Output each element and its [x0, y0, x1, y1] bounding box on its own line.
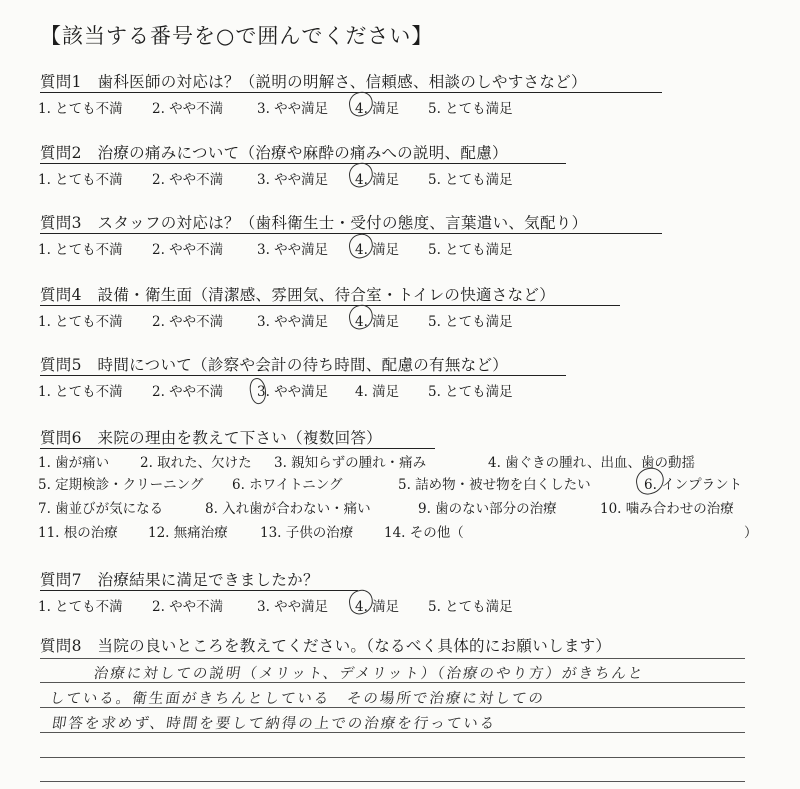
- option-3[interactable]: 3. やや満足: [257, 172, 329, 188]
- answer-line: [40, 658, 745, 659]
- reason-item[interactable]: 3. 親知らずの腫れ・痛み: [274, 455, 427, 471]
- reason-item[interactable]: 7. 歯並びが気になる: [38, 501, 164, 517]
- question-2-title: 質問2 治療の痛みについて（治療や麻酔の痛みへの説明、配慮）: [40, 144, 508, 162]
- form-heading: 【該当する番号を○で囲んでください】: [40, 24, 434, 48]
- option-2[interactable]: 2. やや不満: [152, 599, 224, 615]
- reason-other-close: ）: [744, 525, 758, 541]
- reason-item[interactable]: 11. 根の治療: [38, 525, 118, 541]
- option-4[interactable]: 4. 満足: [355, 599, 400, 615]
- option-4[interactable]: 4. 満足: [355, 314, 400, 330]
- answer-line: [40, 781, 745, 782]
- reason-item[interactable]: 10. 噛み合わせの治療: [600, 501, 734, 517]
- option-1[interactable]: 1. とても不満: [38, 172, 123, 188]
- option-1[interactable]: 1. とても不満: [38, 599, 123, 615]
- handwritten-answer-line-2: している。衛生面がきちんとしている その場所で治療に対しての: [48, 691, 546, 707]
- reason-item[interactable]: 4. 歯ぐきの腫れ、出血、歯の動揺: [488, 455, 695, 471]
- option-5[interactable]: 5. とても満足: [428, 599, 513, 615]
- option-5[interactable]: 5. とても満足: [428, 314, 513, 330]
- option-5[interactable]: 5. とても満足: [428, 172, 513, 188]
- reason-item[interactable]: 6. ホワイトニング: [232, 477, 343, 493]
- reason-item[interactable]: 1. 歯が痛い: [38, 455, 110, 471]
- option-4[interactable]: 4. 満足: [355, 384, 400, 400]
- question-5-title: 質問5 時間について（診察や会計の待ち時間、配慮の有無など）: [40, 356, 509, 374]
- option-1[interactable]: 1. とても不満: [38, 101, 123, 117]
- option-1[interactable]: 1. とても不満: [38, 242, 123, 258]
- question-7-options: [0, 595, 800, 615]
- option-5[interactable]: 5. とても満足: [428, 242, 513, 258]
- reason-item[interactable]: 5. 定期検診・クリーニング: [38, 477, 204, 493]
- option-4[interactable]: 4. 満足: [355, 242, 400, 258]
- option-5[interactable]: 5. とても満足: [428, 101, 513, 117]
- option-3[interactable]: 3. やや満足: [257, 314, 329, 330]
- reason-item[interactable]: 8. 入れ歯が合わない・痛い: [205, 501, 371, 517]
- reason-item[interactable]: 13. 子供の治療: [260, 525, 354, 541]
- option-3[interactable]: 3. やや満足: [257, 101, 329, 117]
- option-4[interactable]: 4. 満足: [355, 172, 400, 188]
- reason-item[interactable]: 6. インプラント: [644, 477, 743, 493]
- question-3-title: 質問3 スタッフの対応は？（歯科衛生士・受付の態度、言葉遣い、気配り）: [40, 214, 588, 232]
- option-2[interactable]: 2. やや不満: [152, 314, 224, 330]
- handwritten-answer-line-3: 即答を求めず、時間を要して納得の上での治療を行っている: [50, 716, 498, 732]
- option-2[interactable]: 2. やや不満: [152, 172, 224, 188]
- option-5[interactable]: 5. とても満足: [428, 384, 513, 400]
- reason-other[interactable]: 14. その他（: [384, 525, 464, 541]
- reason-item[interactable]: 5. 詰め物・被せ物を白くしたい: [398, 477, 591, 493]
- question-6-title: 質問6 来院の理由を教えて下さい（複数回答）: [40, 429, 382, 447]
- reason-item[interactable]: 9. 歯のない部分の治療: [418, 501, 557, 517]
- question-7-title: 質問7 治療結果に満足できましたか？: [40, 571, 319, 589]
- option-2[interactable]: 2. やや不満: [152, 101, 224, 117]
- option-1[interactable]: 1. とても不満: [38, 384, 123, 400]
- answer-line: [40, 757, 745, 758]
- option-4[interactable]: 4. 満足: [355, 101, 400, 117]
- option-3[interactable]: 3. やや満足: [257, 242, 329, 258]
- option-2[interactable]: 2. やや不満: [152, 384, 224, 400]
- option-3[interactable]: 3. やや満足: [257, 384, 329, 400]
- option-2[interactable]: 2. やや不満: [152, 242, 224, 258]
- question-4-title: 質問4 設備・衛生面（清潔感、雰囲気、待合室・トイレの快適さなど）: [40, 286, 555, 304]
- question-7-underline: [40, 590, 358, 591]
- reason-item[interactable]: 2. 取れた、欠けた: [140, 455, 252, 471]
- option-1[interactable]: 1. とても不満: [38, 314, 123, 330]
- option-3[interactable]: 3. やや満足: [257, 599, 329, 615]
- question-1-title: 質問1 歯科医師の対応は？（説明の明解さ、信頼感、相談のしやすさなど）: [40, 73, 587, 91]
- reason-item[interactable]: 12. 無痛治療: [148, 525, 228, 541]
- question-8-title: 質問8 当院の良いところを教えてください。（なるべく具体的にお願いします）: [40, 637, 612, 655]
- handwritten-answer-line-1: 治療に対しての説明（メリット、デメリット）（治療のやり方）がきちんと: [92, 666, 646, 682]
